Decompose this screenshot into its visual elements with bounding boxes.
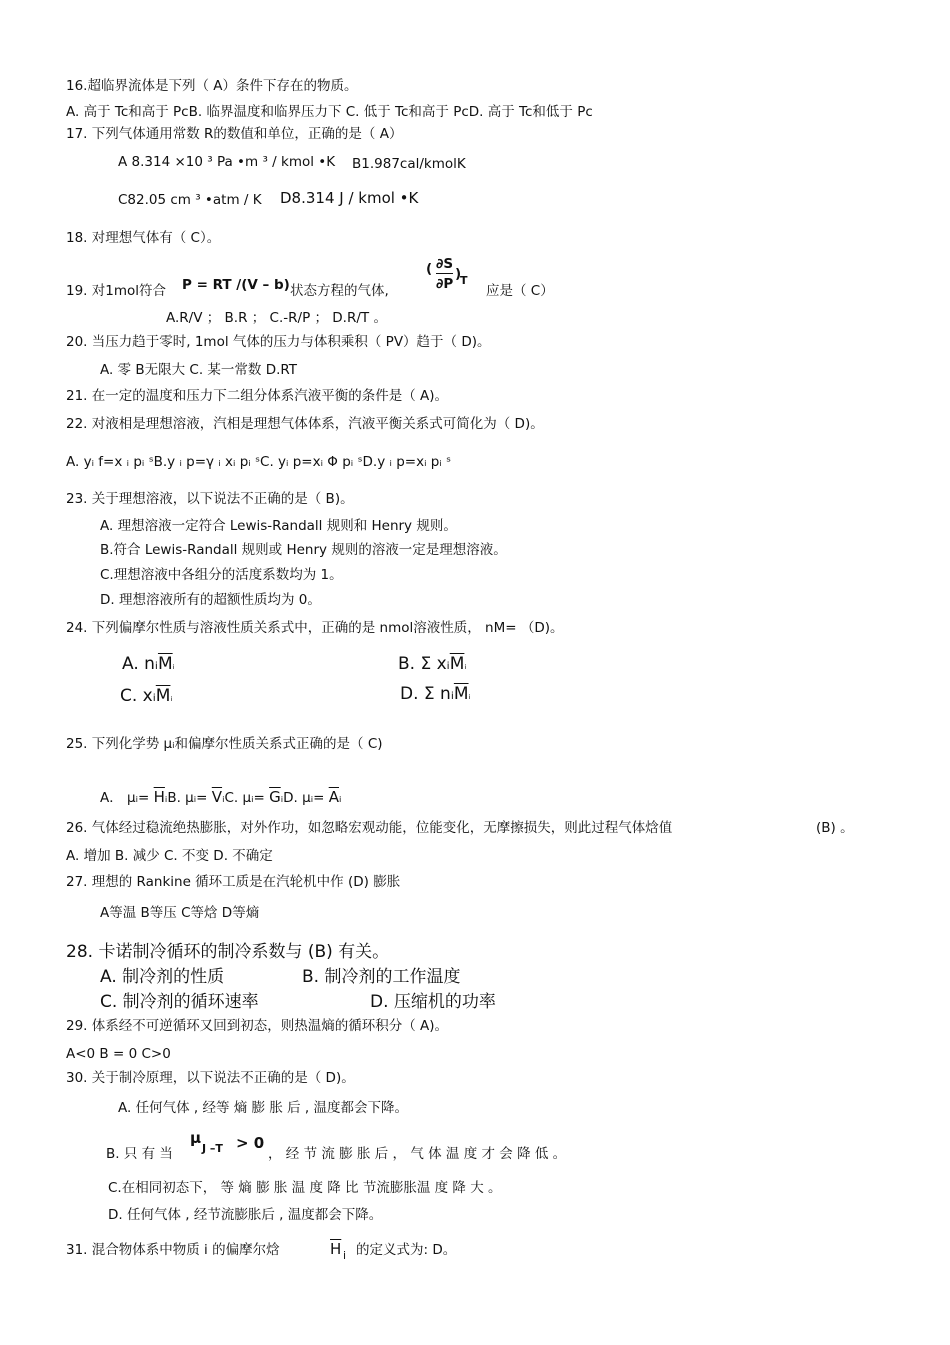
q19-derivative-denominator: ∂P: [436, 276, 454, 292]
q19-stem-post: 应是（ C）: [486, 283, 554, 299]
q19-equation: P = RT /(V – b): [182, 277, 290, 293]
q30-option-a: A. 任何气体 , 经等 熵 膨 胀 后 , 温度都会下降。: [118, 1100, 408, 1116]
q17-stem: 17. 下列气体通用常数 R的数值和单位，正确的是（ A）: [66, 126, 403, 142]
q29-options: A<0 B = 0 C>0: [66, 1046, 171, 1062]
q30-mu-subscript: J –T: [202, 1142, 223, 1155]
q28-option-d: D. 压缩机的功率: [370, 992, 496, 1012]
q19-paren-close: ): [455, 266, 462, 282]
q30-option-b-post: ， 经 节 流 膨 胀 后 ， 气 体 温 度 才 会 降 低 。: [268, 1146, 567, 1162]
q17-option-b: B1.987cal/kmolK: [352, 156, 466, 172]
q19-stem-mid: 状态方程的气体,: [290, 283, 389, 299]
q22-stem: 22. 对液相是理想溶液，汽相是理想气体体系，汽液平衡关系式可简化为（ D)。: [66, 416, 544, 432]
q28-stem: 28. 卡诺制冷循环的制冷系数与 (B) 有关。: [66, 942, 390, 962]
q26-options: A. 增加 B. 减少 C. 不变 D. 不确定: [66, 848, 273, 864]
q23-option-b: B.符合 Lewis-Randall 规则或 Henry 规则的溶液一定是理想溶液。: [100, 542, 507, 558]
q19-derivative-numerator: ∂S: [436, 256, 454, 272]
q24-option-c: C. $xᵢ\overline{M}ᵢ$: [120, 686, 173, 706]
q28-option-c: C. 制冷剂的循环速率: [100, 992, 259, 1012]
q21-stem: 21. 在一定的温度和压力下二组分体系汽液平衡的条件是（ A)。: [66, 388, 449, 404]
q18-stem: 18. 对理想气体有（ C）。: [66, 230, 221, 246]
q26-stem: 26. 气体经过稳流绝热膨胀，对外作功，如忽略宏观动能，位能变化，无摩擦损失，则此过程气体焓值: [66, 820, 673, 836]
q31-stem-pre: 31. 混合物体系中物质 i 的偏摩尔焓: [66, 1242, 280, 1258]
q17-option-a: A 8.314 ×10 ³ Pa •m ³ / kmol •K: [118, 154, 336, 170]
q24-option-a: A. $nᵢ\overline{M}ᵢ$: [122, 654, 175, 674]
q19-options: A.R/V ； B.R ； C.-R/P ； D.R/T 。: [166, 310, 387, 326]
q31-stem-post: 的定义式为: D。: [356, 1242, 457, 1258]
q19-stem-pre: 19. 对1mol符合: [66, 283, 167, 299]
q22-options: A. yᵢ f=x ᵢ pᵢ ˢB.y ᵢ p=γ ᵢ xᵢ pᵢ ˢC. yᵢ p=xᵢ Φ pᵢ ˢD.y ᵢ p=xᵢ pᵢ ˢ: [66, 454, 452, 470]
q19-derivative-subscript: T: [460, 274, 468, 287]
q26-answer: (B) 。: [816, 820, 854, 836]
q16-stem: 16.超临界流体是下列（ A）条件下存在的物质。: [66, 78, 358, 94]
q24-option-b: B. Σ $xᵢ\overline{M}ᵢ$: [398, 654, 467, 674]
q30-stem: 30. 关于制冷原理，以下说法不正确的是（ D)。: [66, 1070, 355, 1086]
q23-option-c: C.理想溶液中各组分的活度系数均为 1。: [100, 567, 343, 583]
q16-options: A. 高于 Tc和高于 PcB. 临界温度和临界压力下 C. 低于 Tc和高于 PcD. 高于 Tc和低于 Pc: [66, 104, 593, 120]
q23-stem: 23. 关于理想溶液，以下说法不正确的是（ B)。: [66, 491, 354, 507]
q23-option-a: A. 理想溶液一定符合 Lewis-Randall 规则和 Henry 规则。: [100, 518, 457, 534]
q27-stem: 27. 理想的 Rankine 循环工质是在汽轮机中作 (D) 膨胀: [66, 874, 401, 890]
q27-options: A等温 B等压 C等焓 D等熵: [100, 905, 260, 921]
q24-stem: 24. 下列偏摩尔性质与溶液性质关系式中，正确的是 nmol溶液性质， nM= （D)。: [66, 620, 564, 636]
q31-partial-enthalpy-symbol: $\overline{H}$: [330, 1240, 342, 1258]
q19-paren-open: (: [426, 261, 433, 277]
q20-stem: 20. 当压力趋于零时, 1mol 气体的压力与体积乘积（ PV）趋于（ D)。: [66, 334, 491, 350]
q30-mu-symbol: μ: [190, 1129, 202, 1147]
q28-option-b: B. 制冷剂的工作温度: [302, 967, 461, 987]
q30-option-d: D. 任何气体 , 经节流膨胀后 , 温度都会下降。: [108, 1207, 383, 1223]
q31-partial-enthalpy-subscript: i: [343, 1249, 347, 1262]
q30-option-b-pre: B. 只 有 当: [106, 1146, 173, 1162]
q17-option-d: D8.314 J / kmol •K: [280, 189, 419, 207]
q24-option-d: D. Σ $nᵢ\overline{M}ᵢ$: [400, 684, 471, 704]
q30-option-c: C.在相同初态下， 等 熵 膨 胀 温 度 降 比 节流膨胀温 度 降 大 。: [108, 1180, 502, 1196]
q29-stem: 29. 体系经不可逆循环又回到初态，则热温熵的循环积分（ A)。: [66, 1018, 449, 1034]
q23-option-d: D. 理想溶液所有的超额性质均为 0。: [100, 592, 321, 608]
q30-gt-zero: > 0: [236, 1134, 265, 1152]
q25-options: A． μᵢ= $\overline{H}ᵢB$. μᵢ= $\overline{V}ᵢC$. μᵢ= $\overline{G}ᵢD$. μᵢ= $\overline{A}ᵢ$: [100, 788, 342, 806]
q28-option-a: A. 制冷剂的性质: [100, 967, 225, 987]
q25-stem: 25. 下列化学势 μᵢ和偏摩尔性质关系式正确的是（ C): [66, 736, 383, 752]
q17-option-c: C82.05 cm ³ •atm / K: [118, 192, 262, 208]
q20-options: A. 零 B无限大 C. 某一常数 D.RT: [100, 362, 298, 378]
